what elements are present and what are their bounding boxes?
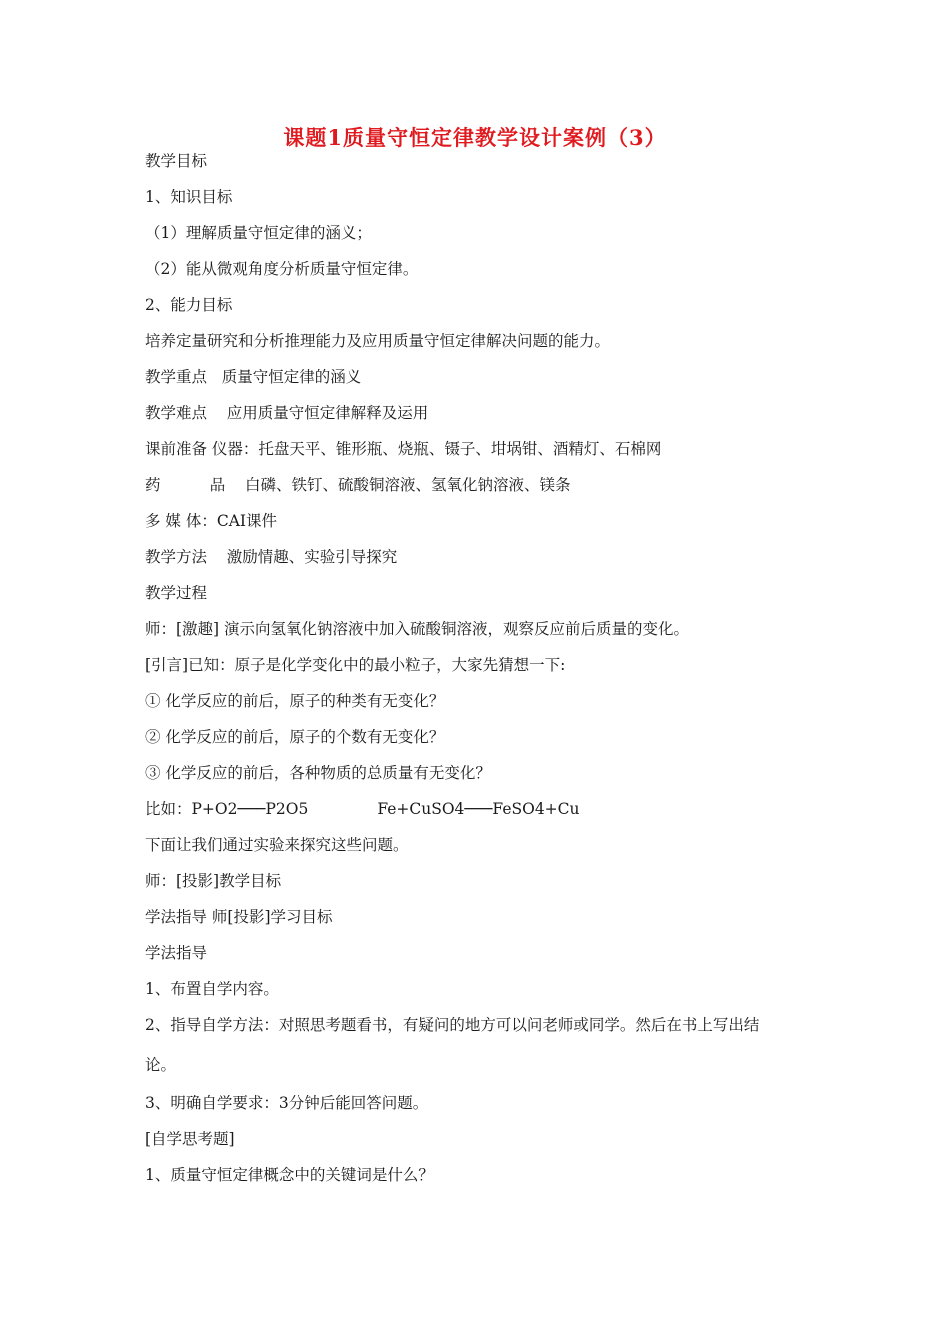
text-line: 培养定量研究和分析推理能力及应用质量守恒定律解决问题的能力。: [145, 332, 611, 350]
text-line: ① 化学反应的前后，原子的种类有无变化？: [145, 692, 445, 710]
text-line: 1、质量守恒定律概念中的关键词是什么？: [145, 1166, 434, 1184]
text-line: 1、知识目标: [145, 188, 233, 206]
text-line: 教学难点 应用质量守恒定律解释及运用: [145, 404, 429, 422]
text-line: ② 化学反应的前后，原子的个数有无变化？: [145, 728, 445, 746]
text-line: 教学重点 质量守恒定律的涵义: [145, 368, 362, 386]
text-line: （1）理解质量守恒定律的涵义；: [145, 224, 372, 242]
text-line: 论。: [145, 1056, 177, 1074]
text-line: 课前准备 仪器：托盘天平、锥形瓶、烧瓶、镊子、坩埚钳、酒精灯、石棉网: [145, 440, 662, 458]
text-line: ③ 化学反应的前后，各种物质的总质量有无变化？: [145, 764, 491, 782]
text-line: 师：[投影]教学目标: [145, 872, 282, 890]
text-line: 比如：P+O2───P2O5 Fe+CuSO4───FeSO4+Cu: [145, 800, 580, 818]
text-line: [引言]已知：原子是化学变化中的最小粒子，大家先猜想一下:: [145, 656, 566, 674]
text-line: （2）能从微观角度分析质量守恒定律。: [145, 260, 419, 278]
text-line: 药 品 白磷、铁钉、硫酸铜溶液、氢氧化钠溶液、镁条: [145, 476, 571, 494]
text-line: 2、指导自学方法：对照思考题看书，有疑问的地方可以问老师或同学。然后在书上写出结: [145, 1016, 760, 1034]
text-line: 教学过程: [145, 584, 208, 602]
text-line: [自学思考题]: [145, 1130, 235, 1148]
text-line: 下面让我们通过实验来探究这些问题。: [145, 836, 409, 854]
text-line: 教学方法 激励情趣、实验引导探究: [145, 548, 398, 566]
text-line: 3、明确自学要求：3分钟后能回答问题。: [145, 1094, 429, 1112]
text-line: 2、能力目标: [145, 296, 233, 314]
text-line: 教学目标: [145, 152, 208, 170]
document-title: 课题1质量守恒定律教学设计案例（3）: [283, 125, 667, 150]
text-line: 多 媒 体：CAI课件: [145, 512, 278, 530]
text-line: 师：[激趣] 演示向氢氧化钠溶液中加入硫酸铜溶液，观察反应前后质量的变化。: [145, 620, 690, 638]
text-line: 学法指导 师[投影]学习目标: [145, 908, 333, 926]
text-line: 1、布置自学内容。: [145, 980, 279, 998]
text-line: 学法指导: [145, 944, 208, 962]
